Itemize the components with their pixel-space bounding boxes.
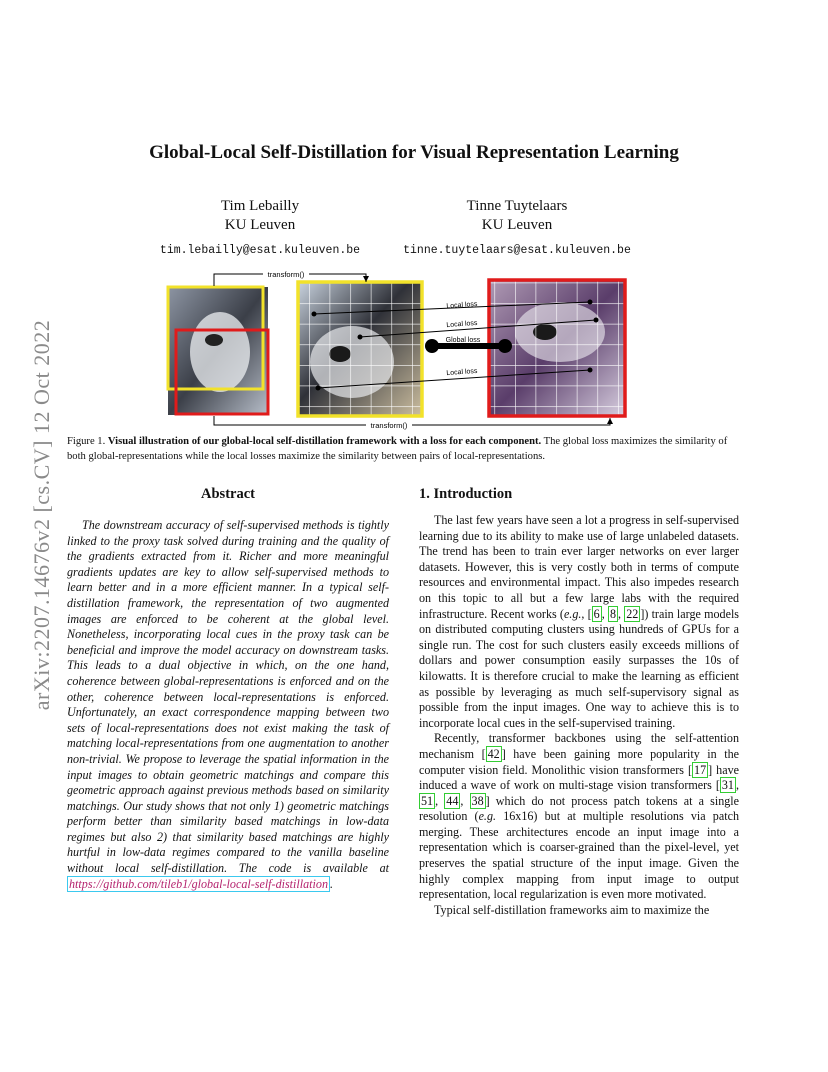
global-node-a [425, 339, 439, 353]
author-email[interactable]: tinne.tuytelaars@esat.kuleuven.be [403, 244, 631, 257]
figure-caption [67, 434, 743, 464]
author-email[interactable]: tim.lebailly@esat.kuleuven.be [159, 244, 361, 257]
transform-arrow-bottom [214, 416, 610, 430]
abstract-text [67, 518, 389, 892]
caption-bold: Visual illustration of our global-local self-distillation framework with a loss for each component. [107, 436, 542, 447]
citation-link[interactable]: 6 [593, 606, 600, 621]
abstract-end: . [330, 876, 334, 891]
author-block-2 [397, 197, 637, 260]
citation-link[interactable]: 31 [721, 778, 734, 793]
caption-prefix: Figure 1. [67, 436, 108, 447]
code-link[interactable]: https://github.com/tileb1/global-local-self-distillation [69, 876, 328, 891]
author-block-1 [140, 197, 380, 260]
citation-link[interactable]: 8 [609, 606, 616, 621]
global-node-b [498, 339, 512, 353]
abstract-heading: Abstract [201, 486, 255, 502]
citation-link[interactable]: 22 [626, 606, 639, 621]
author-affiliation: KU Leuven [224, 217, 296, 233]
introduction-text [419, 513, 739, 918]
local-loss-label: Local loss [446, 319, 478, 330]
source-image [168, 287, 268, 415]
caption-rest: The global loss maximizes the similarity of both global-representations while the local losses maximize the similarity between pairs of local-representations. [67, 436, 728, 462]
arxiv-identifier: arXiv:2207.14676v2 [cs.CV] 12 Oct 2022 [29, 319, 54, 711]
citation-link[interactable]: 38 [471, 793, 484, 808]
global-loss-label: Global loss [445, 337, 481, 344]
abstract-body: The downstream accuracy of self-supervised methods is tightly linked to the proxy task solved during training and the quality of the gradients extracted from it. Richer and more meaningful gradients updates are key to allow self-supervised methods to learn better and in a more efficient manner. In a typical self-distillation framework, the representation of two augmented images are enforced to be coherent at the global level. Nonetheless, incorporating local cues in the proxy task can be beneficial and improve the model accuracy on downstream tasks. This leads to a dual objective in which, on the one hand, coherence between global-representations is enforced and on the other, coherence between local-representations is enforced. Unfortunately, an exact correspondence mapping between two sets of local-representations does not exist making the task of matching local-representations from one augmentation to another non-trivial. We propose to leverage the spatial information in the input images to obtain geometric matchings and compare this geometric approach against previous methods based on similarity matchings. Our study shows that not only 1) geometric matchings perform better than similarity based matchings in low-data regimes but also 2) that similarity based matchings are highly hurtful in low-data regimes compared to the vanilla baseline without local self-distillation. The code is available at [67, 518, 389, 876]
citation-link[interactable]: 51 [421, 793, 434, 808]
intro-paragraph-1: The last few years have seen a lot a progress in self-supervised learning due to its ability to make use of large unlabeled datasets. The trend has been to train ever larger networks on ever larger datasets. However, this is very costly both in terms of compute resources and environmental impact. This also impedes research on this topic to all but a few large labs with the required infrastructure. Recent works (e.g., [ 6 , 8 , 22 ]) train large models on distributed computing clusters using hundreds of GPUs for a single run. The cost for such clusters easily exceeds millions of dollars and power consumption easily surpasses the 10s of kilowatts. It is therefore crucial to make the learning as efficient as possible by leveraging as much self-supervisory signal as possible from the input images. One way to achieve this is to incorporate local cues in the self-supervised training. [419, 513, 740, 730]
figure-1-illustration [0, 262, 828, 434]
author-affiliation: KU Leuven [481, 217, 553, 233]
citation-link[interactable]: 17 [694, 762, 707, 777]
author-name: Tinne Tuytelaars [466, 198, 568, 214]
introduction-heading: 1. Introduction [419, 486, 513, 502]
intro-paragraph-3: Typical self-distillation frameworks aim to maximize the [434, 902, 710, 917]
transform-label-bottom: transform() [370, 421, 408, 430]
citation-link[interactable]: 44 [446, 793, 459, 808]
citation-link[interactable]: 42 [487, 746, 500, 761]
view-a-image [298, 282, 422, 416]
author-name: Tim Lebailly [220, 198, 300, 214]
paper-title: Global-Local Self-Distillation for Visual Representation Learning [149, 142, 679, 163]
intro-paragraph-2: Recently, transformer backbones using the self-attention mechanism [ 42 ] have been gaining more popularity in the computer vision field. Monolithic vision transformers [ 17 ] have induced a wave of work on multi-stage vision transformers [ 31 , 51 , 44 , 38 ] which do not process patch tokens at a single resolution (e.g. 16x16) but at multiple resolutions via patch merging. These architectures encode an input image into a representation which is coarser-grained than the pixel-level, yet preserves the spatial structure of the input image. Given the highly complex mapping from input image to output representation, local regularization is even more motivated. [419, 731, 740, 902]
local-loss-label: Local loss [446, 300, 478, 311]
transform-label-top: transform() [267, 270, 305, 279]
local-loss-label: Local loss [446, 367, 478, 378]
